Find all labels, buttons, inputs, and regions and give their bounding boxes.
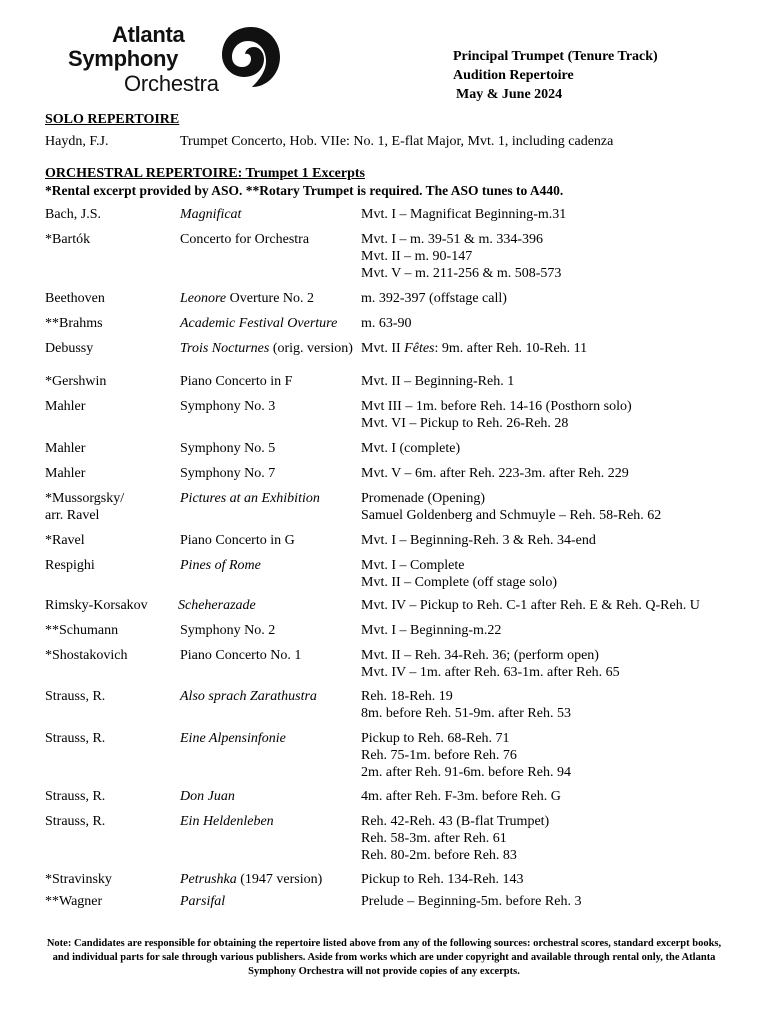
composer xyxy=(45,647,127,664)
work-title xyxy=(180,315,337,332)
composer xyxy=(45,893,102,910)
composer xyxy=(45,231,90,248)
composer-name: Beethoven xyxy=(45,291,105,306)
work-title xyxy=(180,398,275,415)
excerpt-details xyxy=(361,290,507,307)
work-title-italic: Also sprach Zarathustra xyxy=(180,689,317,704)
work-title-text: (1947 version) xyxy=(236,872,323,887)
logo-word-atlanta: Atlanta xyxy=(112,22,185,47)
composer-name: *Mussorgsky/ xyxy=(45,491,125,506)
composer-name: *Shostakovich xyxy=(45,648,128,663)
work-title xyxy=(180,688,317,705)
work-title-italic: Petrushka xyxy=(180,872,237,887)
excerpt-line: Mvt. VI – Pickup to Reh. 26-Reh. 28 xyxy=(361,416,569,431)
excerpt-details xyxy=(361,893,581,910)
excerpt-line: 2m. after Reh. 91-6m. before Reh. 94 xyxy=(361,765,571,780)
composer-name: Strauss, R. xyxy=(45,731,106,746)
work-title xyxy=(180,206,241,223)
excerpt-line: Mvt. IV – Pickup to Reh. C-1 after Reh. E & Reh. Q-Reh. U xyxy=(361,598,700,613)
composer-name: *Stravinsky xyxy=(45,872,112,887)
work-title-text: (orig. version) xyxy=(269,341,353,356)
excerpt-details xyxy=(361,647,620,681)
work-title xyxy=(180,893,225,910)
work-title xyxy=(180,622,275,639)
excerpt-line: Reh. 58-3m. after Reh. 61 xyxy=(361,831,507,846)
excerpt-line: Mvt. II – Beginning-Reh. 1 xyxy=(361,374,515,389)
excerpt-details xyxy=(361,730,571,781)
logo-word-symphony: Symphony xyxy=(68,46,179,71)
excerpt-line: Reh. 75-1m. before Reh. 76 xyxy=(361,748,517,763)
work-title-italic: Academic Festival Overture xyxy=(180,316,338,331)
composer xyxy=(45,340,93,357)
solo-work: Trumpet Concerto, Hob. VIIe: No. 1, E-flat Major, Mvt. 1, including cadenza xyxy=(180,134,614,149)
work-title xyxy=(178,597,256,614)
work-title xyxy=(180,813,274,830)
excerpt-line: Mvt. I – Beginning-Reh. 3 & Reh. 34-end xyxy=(361,533,596,548)
work-title xyxy=(180,290,314,307)
excerpt-line: Pickup to Reh. 68-Reh. 71 xyxy=(361,731,510,746)
header-date: May & June 2024 xyxy=(456,87,563,102)
composer-arranger: arr. Ravel xyxy=(45,508,100,523)
document-header xyxy=(453,47,658,104)
excerpt-line: Prelude – Beginning-5m. before Reh. 3 xyxy=(361,894,582,909)
excerpt-details xyxy=(361,465,629,482)
composer-name: Mahler xyxy=(45,441,86,456)
composer xyxy=(45,597,148,614)
composer-name: *Ravel xyxy=(45,533,85,548)
work-title xyxy=(180,871,322,888)
excerpt-details xyxy=(361,788,561,805)
composer xyxy=(45,557,95,574)
composer xyxy=(45,688,105,705)
composer-name: **Brahms xyxy=(45,316,103,331)
footer-note: Note: Candidates are responsible for obtaining the repertoire listed above from any of the following sources: orchestral scores, standard excerpt books, and individual parts for sale through various publishers. Aside from works which are under copyright and available through rental only, the Atlanta Symphony Orchestra will not provide copies of any excerpts. xyxy=(46,938,722,977)
work-title-italic: Pines of Rome xyxy=(180,558,261,573)
composer-name: Strauss, R. xyxy=(45,814,106,829)
orchestral-heading: ORCHESTRAL REPERTOIRE: Trumpet 1 Excerpts xyxy=(45,166,365,181)
excerpt-details xyxy=(361,440,460,457)
excerpt-details xyxy=(361,871,524,888)
excerpt-line: Reh. 42-Reh. 43 (B-flat Trumpet) xyxy=(361,814,550,829)
work-title-italic: Pictures at an Exhibition xyxy=(180,491,320,506)
work-title-text: Concerto for Orchestra xyxy=(180,232,310,247)
composer xyxy=(45,206,101,223)
excerpt-line: Mvt. I – Magnificat Beginning-m.31 xyxy=(361,207,567,222)
work-title xyxy=(180,373,292,390)
solo-heading: SOLO REPERTOIRE xyxy=(45,112,180,127)
composer-name: *Bartók xyxy=(45,232,91,247)
excerpt-line: Mvt. I – Beginning-m.22 xyxy=(361,623,502,638)
work-title-italic: Eine Alpensinfonie xyxy=(180,731,286,746)
excerpt-line: Mvt. II Fêtes: 9m. after Reh. 10-Reh. 11 xyxy=(361,341,588,356)
excerpt-line: Reh. 18-Reh. 19 xyxy=(361,689,453,704)
work-title xyxy=(180,465,275,482)
excerpt-line: Mvt. II – Reh. 34-Reh. 36; (perform open) xyxy=(361,648,599,663)
work-title-text: Symphony No. 3 xyxy=(180,399,276,414)
excerpt-details xyxy=(361,490,661,524)
excerpt-details xyxy=(361,688,571,722)
excerpt-line: Mvt. II – m. 90-147 xyxy=(361,249,473,264)
excerpt-line: Mvt. IV – 1m. after Reh. 63-1m. after Reh. 65 xyxy=(361,665,620,680)
work-title-italic: Trois Nocturnes xyxy=(180,341,270,356)
work-title-text: Piano Concerto in F xyxy=(180,374,293,389)
excerpt-details xyxy=(361,340,587,357)
work-title xyxy=(180,557,261,574)
work-title-text: Symphony No. 2 xyxy=(180,623,276,638)
work-title-italic: Leonore xyxy=(180,291,227,306)
excerpt-details xyxy=(361,622,501,639)
excerpt-line: Mvt. I (complete) xyxy=(361,441,461,456)
work-title-italic: Magnificat xyxy=(180,207,242,222)
excerpt-details xyxy=(361,206,566,223)
work-title-text: Piano Concerto No. 1 xyxy=(180,648,302,663)
composer-name: Strauss, R. xyxy=(45,689,106,704)
composer xyxy=(45,490,124,524)
composer-name: Mahler xyxy=(45,466,86,481)
excerpt-line: Samuel Goldenberg and Schmuyle – Reh. 58-Reh. 62 xyxy=(361,508,662,523)
work-title xyxy=(180,440,275,457)
excerpt-details xyxy=(361,315,412,332)
excerpt-details xyxy=(361,398,632,432)
excerpt-line: Promenade (Opening) xyxy=(361,491,486,506)
composer-name: *Gershwin xyxy=(45,374,107,389)
excerpt-line: Reh. 80-2m. before Reh. 83 xyxy=(361,848,517,863)
logo-word-orchestra: Orchestra xyxy=(124,71,219,96)
composer xyxy=(45,532,85,549)
composer-name: Mahler xyxy=(45,399,86,414)
excerpt-line: Mvt III – 1m. before Reh. 14-16 (Posthorn solo) xyxy=(361,399,632,414)
composer-name: Debussy xyxy=(45,341,94,356)
excerpt-line: Mvt. I – m. 39-51 & m. 334-396 xyxy=(361,232,543,247)
composer xyxy=(45,788,105,805)
composer xyxy=(45,730,105,747)
aso-logo xyxy=(66,22,282,98)
composer-name: **Schumann xyxy=(45,623,119,638)
work-title-italic: Scheherazade xyxy=(178,598,256,613)
excerpt-line: m. 63-90 xyxy=(361,316,412,331)
excerpt-details xyxy=(361,813,549,864)
work-title-text: Overture No. 2 xyxy=(226,291,315,306)
logo-mark-icon xyxy=(220,25,282,91)
excerpt-line: Mvt. V – m. 211-256 & m. 508-573 xyxy=(361,266,562,281)
header-subtitle: Audition Repertoire xyxy=(453,68,574,83)
composer xyxy=(45,871,112,888)
work-title-text: Symphony No. 5 xyxy=(180,441,276,456)
excerpt-details xyxy=(361,532,596,549)
composer xyxy=(45,622,118,639)
header-title: Principal Trumpet (Tenure Track) xyxy=(453,49,658,64)
work-title xyxy=(180,647,301,664)
work-title xyxy=(180,788,235,805)
composer-name: Bach, J.S. xyxy=(45,207,101,222)
solo-composer: Haydn, F.J. xyxy=(45,134,109,149)
excerpt-details xyxy=(361,597,700,614)
composer-name: Strauss, R. xyxy=(45,789,106,804)
work-title xyxy=(180,532,295,549)
work-title xyxy=(180,490,320,507)
work-title xyxy=(180,231,309,248)
composer-name: **Wagner xyxy=(45,894,103,909)
work-title-italic: Parsifal xyxy=(180,894,226,909)
excerpt-line: Pickup to Reh. 134-Reh. 143 xyxy=(361,872,524,887)
work-title-italic: Ein Heldenleben xyxy=(180,814,274,829)
composer-name: Rimsky-Korsakov xyxy=(45,598,148,613)
excerpt-details xyxy=(361,231,561,282)
composer-name: Respighi xyxy=(45,558,95,573)
excerpt-line: 4m. after Reh. F-3m. before Reh. G xyxy=(361,789,561,804)
composer xyxy=(45,373,106,390)
excerpt-details xyxy=(361,373,514,390)
excerpt-line: m. 392-397 (offstage call) xyxy=(361,291,507,306)
composer xyxy=(45,315,103,332)
work-title-text: Symphony No. 7 xyxy=(180,466,276,481)
composer xyxy=(45,290,105,307)
movement-name-italic: Fêtes xyxy=(404,341,435,356)
composer xyxy=(45,398,85,415)
excerpt-line: Mvt. II – Complete (off stage solo) xyxy=(361,575,558,590)
rental-note: *Rental excerpt provided by ASO. **Rotary Trumpet is required. The ASO tunes to A440. xyxy=(45,183,564,198)
excerpt-line: Mvt. V – 6m. after Reh. 223-3m. after Reh. 229 xyxy=(361,466,629,481)
composer xyxy=(45,440,85,457)
work-title-text: Piano Concerto in G xyxy=(180,533,295,548)
work-title xyxy=(180,340,353,357)
composer xyxy=(45,465,85,482)
excerpt-details xyxy=(361,557,557,591)
work-title xyxy=(180,730,286,747)
excerpt-line: 8m. before Reh. 51-9m. after Reh. 53 xyxy=(361,706,571,721)
work-title-italic: Don Juan xyxy=(180,789,235,804)
excerpt-line: Mvt. I – Complete xyxy=(361,558,465,573)
composer xyxy=(45,813,105,830)
